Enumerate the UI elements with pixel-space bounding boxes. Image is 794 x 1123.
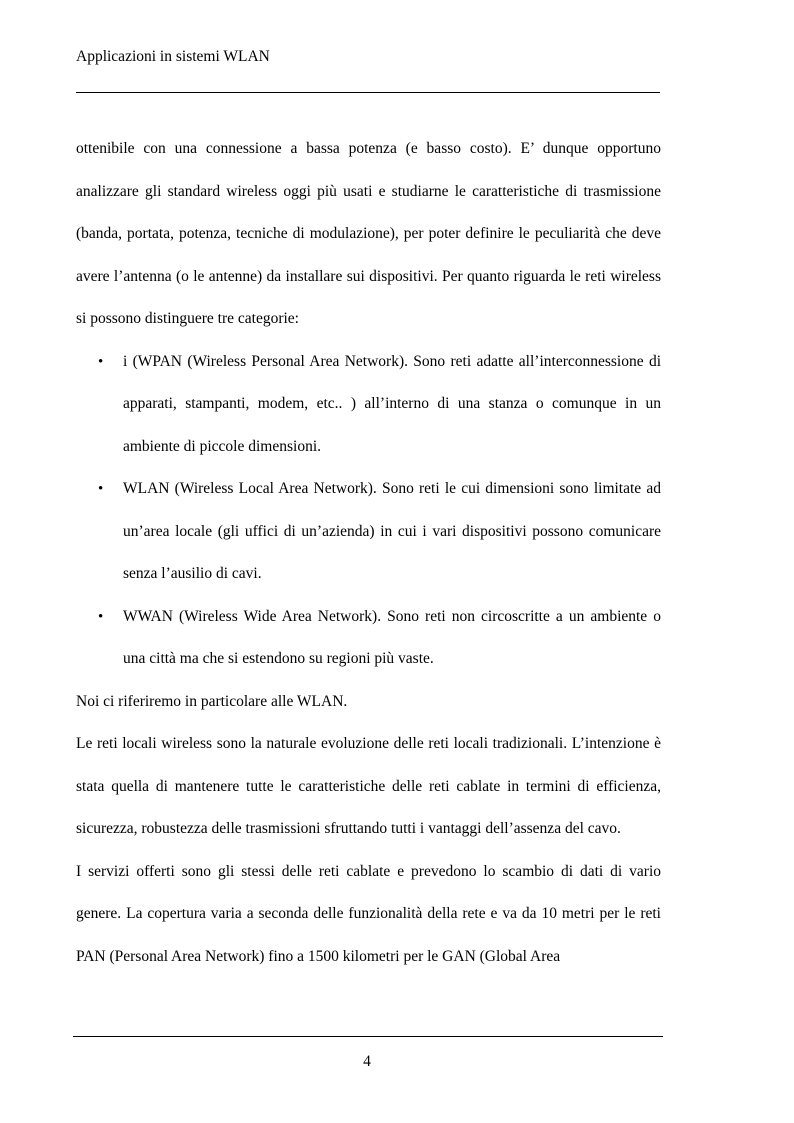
- body-paragraph: I servizi offerti sono gli stessi delle reti cablate e prevedono lo scambio di dati di vario genere. La copertura varia a seconda delle funzionalità della rete e va da 10 metri per le reti PAN (Personal Area Network) fino a 1500 kilometri per le GAN (Global Area: [76, 862, 661, 965]
- list-item-text: WWAN (Wireless Wide Area Network). Sono reti non circoscritte a un ambiente o una città ma che si estendono su regioni più vaste.: [123, 607, 661, 667]
- network-categories-list: [76, 341, 661, 681]
- header-rule: [76, 92, 660, 93]
- list-item-wwan: [76, 596, 661, 681]
- body-paragraph: Noi ci riferiremo in particolare alle WLAN.: [76, 692, 348, 710]
- bullet-icon: •: [98, 481, 104, 497]
- page-number: 4: [363, 1053, 371, 1070]
- page-body: [76, 128, 661, 978]
- running-header: Applicazioni in sistemi WLAN: [76, 48, 270, 65]
- bullet-icon: •: [98, 608, 104, 625]
- list-item-wlan: [76, 468, 661, 596]
- footer-rule: [73, 1036, 663, 1037]
- intro-paragraph: ottenibile con una connessione a bassa potenza (e basso costo). E’ dunque opportuno analizzare gli standard wireless oggi più usati e studiarne le caratteristiche di trasmissione (banda, portata, potenza, tecniche di modulazione), per poter definire le peculiarità che deve avere l’antenna (o le antenne) da installare sui dispositivi. Per quanto riguarda le reti wireless si possono distinguere tre categorie:: [76, 140, 661, 327]
- list-item-text: WLAN (Wireless Local Area Network). Sono reti le cui dimensioni sono limitate ad un’area locale (gli uffici di un’azienda) in cui i vari dispositivi possono comunicare senza l’ausilio di cavi.: [123, 480, 661, 582]
- bullet-icon: •: [98, 353, 104, 370]
- body-paragraph: Le reti locali wireless sono la naturale evoluzione delle reti locali tradizionali. L’intenzione è stata quella di mantenere tutte le caratteristiche delle reti cablate in termini di efficienza, sicurezza, robustezza delle trasmissioni sfruttando tutti i vantaggi dell’assenza del cavo.: [76, 735, 661, 837]
- list-item-text: i (WPAN (Wireless Personal Area Network). Sono reti adatte all’interconnessione di apparati, stampanti, modem, etc.. ) all’interno di una stanza o comunque in un ambiente di piccole dimensioni.: [123, 352, 661, 455]
- list-item-wpan: [76, 341, 661, 469]
